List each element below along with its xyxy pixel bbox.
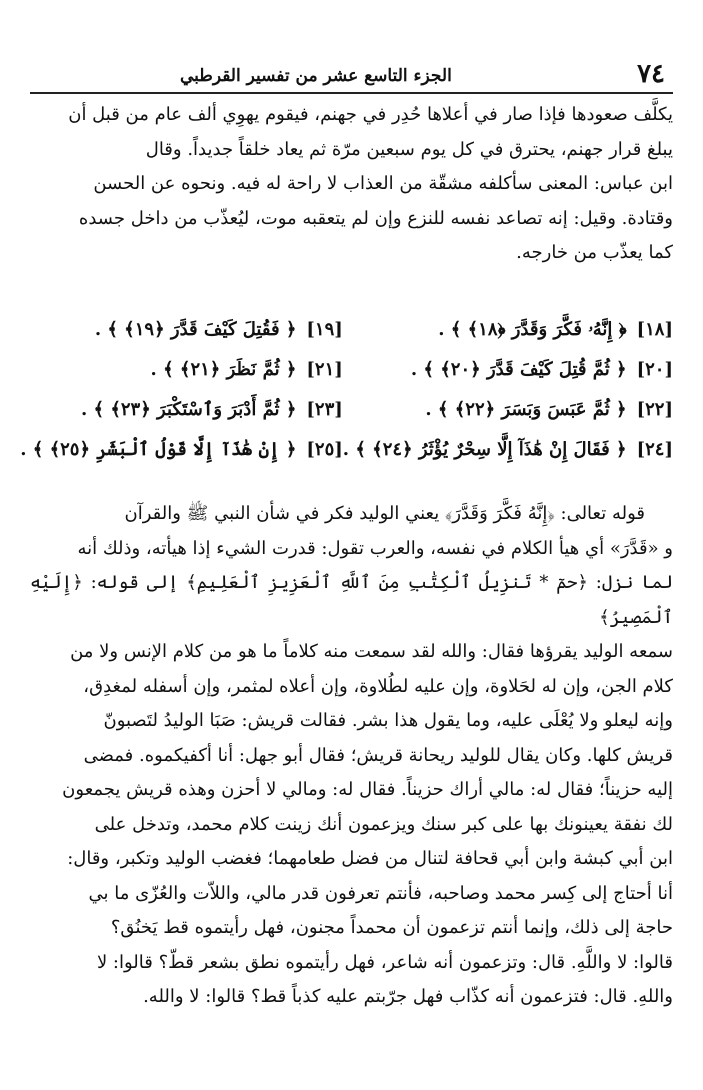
verse-text: ﴿ إِنَّهُۥ فَكَّرَ وَقَدَّرَ ﴿١٨﴾ ﴾ .: [438, 319, 627, 340]
text-line: حاجة إلى ذلك، وإنما أنتم تزعمون أن محمداً مجنون، فهل رأيتموه قط يَخنُق؟: [110, 917, 673, 938]
verse-item: [20, 314, 343, 345]
text-line: قوله تعالى: ﴿إِنَّهُ فَكَّرَ وَقَدَّرَ﴾ يعني الوليد فكر في شأن النبي ﷺ والقرآن: [124, 503, 645, 524]
verse-item: [343, 354, 673, 385]
verse-number: [١٩]: [306, 319, 343, 340]
verse-item: [20, 434, 343, 465]
running-title: الجزء التاسع عشر من تفسير القرطبي: [180, 66, 452, 86]
page-number: ٧٤: [637, 59, 665, 89]
text-line: يبلغ قرار جهنم، يحترق في كل يوم سبعين مرّة ثم يعاد خلقاً جديداً. وقال: [145, 138, 673, 160]
verse-number: [٢١]: [306, 359, 343, 380]
verse-item: [20, 394, 343, 425]
paragraph-commentary: [30, 497, 673, 1015]
text-line: إليه حزيناً؛ فقال له: مالي أراك حزيناً. فقال له: ومالي لا أحزن وهذه قريش يجمعون: [62, 779, 673, 800]
paragraph-intro: [30, 98, 673, 271]
text-line: وإنه ليعلو ولا يُعْلَى عليه، وما يقول هذا بشر. فقالت قريش: صَبَا الوليدُ لتَصبونّ: [103, 710, 673, 731]
verse-item: [343, 394, 673, 425]
text-line: يكلَّف صعودها فإذا صار في أعلاها حُدِر في جهنم، فيقوم يهوِي ألف عام من قبل أن: [68, 104, 673, 125]
verse-number: [٢٠]: [636, 359, 673, 380]
text-line: و «قَدَّرَ» أي هيأ الكلام في نفسه، والعرب تقول: قدرت الشيء إذا هيأته، وذلك أنه: [77, 537, 673, 559]
page-header: [30, 52, 673, 94]
text-line: ابن عباس: المعنى سأكلفه مشقّة من العذاب لا راحة له فيه. ونحوه عن الحسن: [93, 173, 673, 194]
verse-item: [343, 434, 673, 465]
verse-text: ﴿ ثُمَّ نَظَرَ ﴿٢١﴾ ﴾ .: [150, 359, 297, 380]
verse-text: ﴿ فَقُتِلَ كَيْفَ قَدَّرَ ﴿١٩﴾ ﴾ .: [94, 319, 297, 340]
verse-text: ﴿ ثُمَّ عَبَسَ وَبَسَرَ ﴿٢٢﴾ ﴾ .: [425, 399, 627, 420]
text-line: قالوا: لا واللَّهِ. قال: وتزعمون أنه شاعر، فهل رأيتموه نطق بشعر قطّ؟ قالوا: لا: [96, 951, 673, 973]
verse-number: [٢٢]: [636, 399, 673, 420]
text-line: ابن أبي كبشة وابن أبي قحافة لتنال من فضل طعامهما؛ فغضب الوليد وتكبر، وقال:: [67, 848, 673, 869]
verse-number: [١٨]: [636, 319, 673, 340]
verse-number: [٢٥]: [306, 439, 343, 460]
text-line: وقتادة. وقيل: إنه تصاعد نفسه للنزع وإن لم يتعقبه موت، ليُعذّب من داخل جسده: [78, 207, 673, 229]
verse-text: ﴿ ثُمَّ أَدْبَرَ وَٱسْتَكْبَرَ ﴿٢٣﴾ ﴾ .: [80, 399, 297, 420]
text-line: لما نزل: ﴿حمٓ * تَنزِيلُ ٱلْكِتَٰبِ مِنَ ٱللَّهِ ٱلْعَزِيزِ ٱلْعَلِيمِ﴾ إلى قوله: ﴿إِلَيْهِ ٱلْمَصِيرُ﴾: [30, 572, 673, 628]
verse-item: [343, 314, 673, 345]
text-line: أنا أحتاج إلى كِسر محمد وصاحبه، فأنتم تعرفون قدر مالي، واللاّت والعُزّى ما بي: [88, 882, 673, 904]
verse-text: ﴿ ثُمَّ قُتِلَ كَيْفَ قَدَّرَ ﴿٢٠﴾ ﴾ .: [410, 359, 627, 380]
verse-text: ﴿ إِنْ هَٰذَآ إِلَّا قَوْلُ ٱلْبَشَرِ ﴿٢٥﴾ ﴾ .: [20, 439, 297, 460]
text-line: سمعه الوليد يقرؤها فقال: والله لقد سمعت منه كلاماً ما هو من كلام الإنس ولا من: [70, 641, 673, 662]
text-line: كلام الجن، وإن له لحَلاوة، وإن عليه لطُلاوة، وإن أعلاه لمثمر، وإن أسفله لمغدِق،: [83, 675, 673, 697]
verse-item: [20, 354, 343, 385]
verse-number: [٢٣]: [306, 399, 343, 420]
text-line: كما يعذّب من خارجه.: [516, 242, 673, 263]
text-line: واللهِ. قال: فتزعمون أنه كذّاب فهل جرّبتم عليه كذباً قط؟ قالوا: لا والله.: [143, 986, 673, 1007]
text-line: قريش كلها. وكان يقال للوليد ريحانة قريش؛ فقال أبو جهل: أنا أكفيكموه. فمضى: [83, 744, 673, 766]
text-line: لك نفقة يعينونك بها على كبر سنك ويزعمون أنك زينت كلام محمد، وتدخل على: [94, 813, 673, 835]
verse-text: ﴿ فَقَالَ إِنْ هَٰذَآ إِلَّا سِحْرٌ يُؤْثَرُ ﴿٢٤﴾ ﴾ .: [342, 439, 627, 460]
verse-number: [٢٤]: [636, 439, 673, 460]
verse-grid: [20, 314, 673, 465]
